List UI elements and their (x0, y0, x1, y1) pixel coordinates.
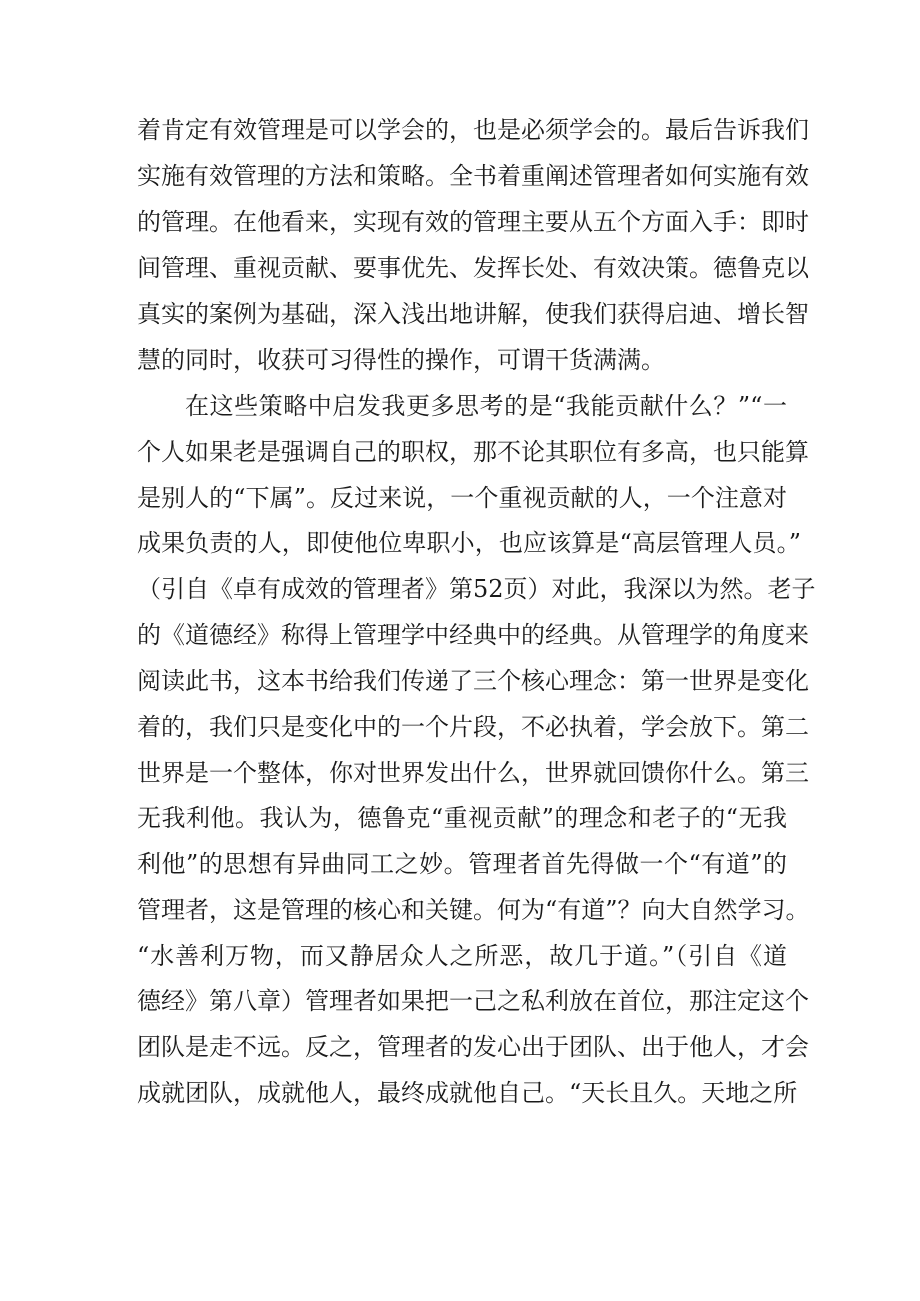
text-line: 个人如果老是强调自己的职权，那不论其职位有多高，也只能算 (137, 438, 809, 466)
text-line: 的《道德经》称得上管理学中经典中的经典。从管理学的角度来 (137, 621, 809, 649)
text-line: 着的，我们只是变化中的一个片段，不必执着，学会放下。第二 (137, 713, 809, 741)
text-line: 间管理、重视贡献、要事优先、发挥长处、有效决策。德鲁克以 (137, 254, 809, 282)
text-line: 无我利他。我认为，德鲁克“重视贡献”的理念和老子的“无我 (137, 804, 787, 832)
text-line: 在这些策略中启发我更多思考的是“我能贡献什么？”“一 (185, 392, 787, 420)
text-line: 成果负责的人，即使他位卑职小，也应该算是“高层管理人员。” (137, 529, 801, 557)
text-line: 阅读此书，这本书给我们传递了三个核心理念：第一世界是变化 (137, 667, 809, 695)
text-line: 德经》第八章）管理者如果把一己之私利放在首位，那注定这个 (137, 987, 809, 1015)
text-line: 的管理。在他看来，实现有效的管理主要从五个方面入手：即时 (137, 208, 809, 236)
text-line: 利他”的思想有异曲同工之妙。管理者首先得做一个“有道”的 (137, 850, 787, 878)
text-line: 真实的案例为基础，深入浅出地讲解，使我们获得启迪、增长智 (137, 300, 809, 328)
text-line: 管理者，这是管理的核心和关键。何为“有道”？向大自然学习。 (137, 896, 810, 924)
text-line: 实施有效管理的方法和策略。全书着重阐述管理者如何实施有效 (137, 162, 809, 190)
text-line: 是别人的“下属”。反过来说，一个重视贡献的人，一个注意对 (137, 484, 787, 512)
text-line: 团队是走不远。反之，管理者的发心出于团队、出于他人，才会 (137, 1033, 809, 1061)
text-line: 着肯定有效管理是可以学会的，也是必须学会的。最后告诉我们 (137, 116, 809, 144)
text-line: 成就团队，成就他人，最终成就他自己。“天长且久。天地之所 (137, 1079, 798, 1107)
text-line: “水善利万物，而又静居众人之所恶，故几于道。”（引自《道 (137, 942, 787, 970)
text-line: （引自《卓有成效的管理者》第52页）对此，我深以为然。老子 (137, 575, 816, 603)
text-line: 世界是一个整体，你对世界发出什么，世界就回馈你什么。第三 (137, 759, 809, 787)
text-line: 慧的同时，收获可习得性的操作，可谓干货满满。 (137, 346, 665, 374)
